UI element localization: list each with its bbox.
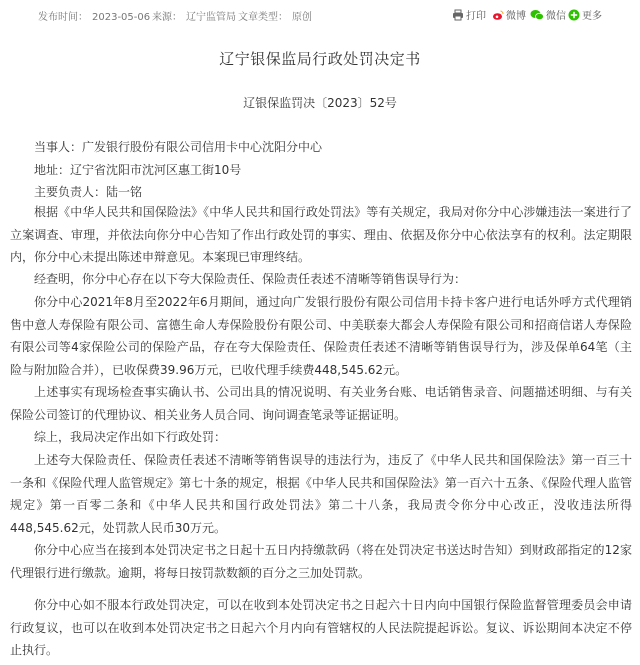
weibo-icon: [492, 9, 504, 21]
paragraph-penalty: 上述夸大保险责任、保险责任表述不清晰等销售误导的违法行为，违反了《中华人民共和国保险法》第一百三十一条和《保险代理人监管规定》第七十条的规定，根据《中华人民共和国保险法》第一百六十五条、《保险代理人监管规定》第一百零二条和《中华人民共和国行政处罚法》第二十八条，我局责令你分中心改正，没收违法所得448,545.62元，处罚款人民币30万元。: [10, 453, 632, 535]
wechat-icon: [530, 9, 544, 21]
article-type-label: 文章类型：: [238, 12, 288, 23]
document-number: 辽银保监罚决〔2023〕52号: [243, 96, 397, 110]
share-more-button[interactable]: [568, 7, 602, 22]
source-label: 来源：: [152, 12, 182, 23]
printer-icon: [452, 9, 464, 21]
article-source: [152, 8, 236, 23]
wechat-label: 微信: [546, 11, 566, 22]
document-title: 辽宁银保监局行政处罚决定书: [219, 50, 421, 68]
paragraph-findings-intro: 经查明，你分中心存在以下夸大保险责任、保险责任表述不清晰等销售误导行为：: [34, 272, 467, 286]
paragraph-case-intro: 根据《中华人民共和国保险法》《中华人民共和国行政处罚法》等有关规定，我局对你分中心涉嫌违法一案进行了立案调查、审理，并依法向你分中心告知了作出行政处罚的事实、理由、依据及你分中心依法享有的权利。法定期限内，你分中心未提出陈述申辩意见。本案现已审理终结。: [10, 205, 632, 265]
print-button[interactable]: [452, 7, 486, 22]
print-label: 打印: [466, 11, 486, 22]
plus-icon: [568, 9, 580, 21]
publish-time: [38, 8, 150, 23]
share-wechat-button[interactable]: [530, 7, 566, 22]
paragraph-payment: 你分中心应当在接到本处罚决定书之日起十五日内持缴款码（将在处罚决定书送达时告知）到财政部指定的12家代理银行进行缴款。逾期，将每日按罚款数额的百分之三加处罚款。: [10, 543, 632, 580]
paragraph-evidence: 上述事实有现场检查事实确认书、公司出具的情况说明、有关业务台账、电话销售录音、问题描述明细、与有关保险公司签订的代理协议、相关业务人员合同、询问调查笔录等证据证明。: [10, 385, 632, 422]
article-type: [238, 8, 312, 23]
paragraph-findings-detail: 你分中心2021年8月至2022年6月期间，通过向广发银行股份有限公司信用卡持卡客户进行电话外呼方式代理销售中意人寿保险有限公司、富德生命人寿保险股份有限公司、中美联泰大都会人寿保险有限公司和招商信诺人寿保险有限公司等4家保险公司的保险产品，存在夸大保险责任、保险责任表述不清晰等销售误导行为，涉及保单64笔（主险与附加险合并），已收保费39.96万元，已收代理手续费448,545.62元。: [10, 295, 632, 377]
publish-time-label: 发布时间：: [38, 12, 88, 23]
principal-line: 主要负责人：陆一铭: [34, 185, 143, 199]
address-line: 地址：辽宁省沈阳市沈河区惠工街10号: [34, 163, 242, 177]
article-meta-bar: [0, 0, 640, 28]
paragraph-conclusion-intro: 综上，我局决定作出如下行政处罚：: [34, 430, 227, 444]
source-value: 辽宁监管局: [186, 12, 236, 23]
share-weibo-button[interactable]: [492, 7, 526, 22]
article-type-value: 原创: [292, 12, 312, 23]
publish-time-value: 2023-05-06: [92, 12, 151, 23]
paragraph-appeal: 你分中心如不服本行政处罚决定，可以在收到本处罚决定书之日起六十日内向中国银行保险监督管理委员会申请行政复议，也可以在收到本处罚决定书之日起六个月内向有管辖权的人民法院提起诉讼。复议、诉讼期间本决定不停止执行。: [10, 598, 632, 658]
more-label: 更多: [582, 11, 602, 22]
weibo-label: 微博: [506, 11, 526, 22]
party-line: 当事人：广发银行股份有限公司信用卡中心沈阳分中心: [34, 140, 323, 154]
